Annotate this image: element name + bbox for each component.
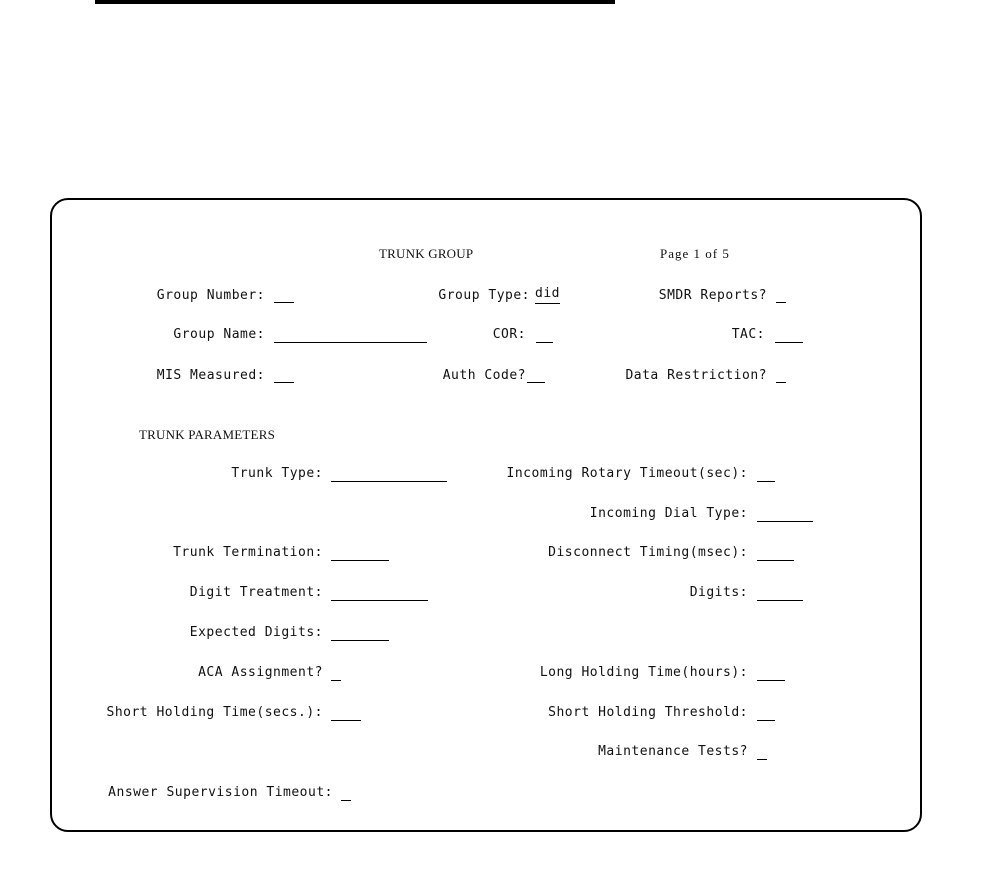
digits-label: Digits: bbox=[689, 585, 748, 600]
data-restriction-field[interactable] bbox=[776, 382, 786, 383]
expected-digits-field[interactable] bbox=[331, 640, 389, 641]
auth-code-label: Auth Code? bbox=[442, 368, 526, 383]
form-title: TRUNK GROUP bbox=[379, 246, 474, 261]
data-restriction-label: Data Restriction? bbox=[625, 368, 767, 383]
short-holding-threshold-field[interactable] bbox=[757, 720, 775, 721]
trunk-type-label: Trunk Type: bbox=[231, 466, 323, 481]
incoming-rotary-timeout-field[interactable] bbox=[757, 481, 775, 482]
top-divider-rule bbox=[95, 0, 615, 4]
short-holding-time-label: Short Holding Time(secs.): bbox=[106, 705, 323, 720]
disconnect-timing-field[interactable] bbox=[757, 560, 794, 561]
mis-measured-label: MIS Measured: bbox=[156, 368, 265, 383]
group-number-field[interactable] bbox=[274, 302, 294, 303]
group-type-label: Group Type: bbox=[438, 288, 530, 303]
group-name-label: Group Name: bbox=[173, 327, 265, 342]
disconnect-timing-label: Disconnect Timing(msec): bbox=[548, 545, 748, 560]
trunk-termination-field[interactable] bbox=[331, 560, 389, 561]
trunk-termination-label: Trunk Termination: bbox=[173, 545, 323, 560]
long-holding-time-label: Long Holding Time(hours): bbox=[539, 665, 748, 680]
aca-assignment-label: ACA Assignment? bbox=[198, 665, 323, 680]
page-indicator: Page 1 of 5 bbox=[660, 246, 730, 261]
tac-field[interactable] bbox=[775, 342, 803, 343]
group-name-field[interactable] bbox=[274, 342, 427, 343]
digits-field[interactable] bbox=[757, 600, 803, 601]
incoming-rotary-timeout-label: Incoming Rotary Timeout(sec): bbox=[506, 466, 748, 481]
incoming-dial-type-label: Incoming Dial Type: bbox=[589, 506, 748, 521]
answer-supervision-timeout-label: Answer Supervision Timeout: bbox=[108, 785, 333, 800]
auth-code-field[interactable] bbox=[527, 382, 545, 383]
aca-assignment-field[interactable] bbox=[331, 680, 341, 681]
smdr-reports-field[interactable] bbox=[776, 302, 786, 303]
smdr-reports-label: SMDR Reports? bbox=[658, 288, 767, 303]
short-holding-threshold-label: Short Holding Threshold: bbox=[548, 705, 748, 720]
mis-measured-field[interactable] bbox=[274, 382, 294, 383]
digit-treatment-field[interactable] bbox=[331, 600, 428, 601]
maintenance-tests-label: Maintenance Tests? bbox=[598, 744, 748, 759]
long-holding-time-field[interactable] bbox=[757, 680, 785, 681]
cor-field[interactable] bbox=[536, 342, 553, 343]
cor-label: COR: bbox=[492, 327, 526, 342]
trunk-parameters-heading: TRUNK PARAMETERS bbox=[139, 427, 275, 442]
incoming-dial-type-field[interactable] bbox=[757, 521, 813, 522]
digit-treatment-label: Digit Treatment: bbox=[189, 585, 323, 600]
maintenance-tests-field[interactable] bbox=[757, 759, 767, 760]
expected-digits-label: Expected Digits: bbox=[189, 625, 323, 640]
group-type-field[interactable]: did bbox=[535, 286, 560, 304]
short-holding-time-field[interactable] bbox=[331, 720, 361, 721]
group-number-label: Group Number: bbox=[156, 288, 265, 303]
trunk-type-field[interactable] bbox=[331, 481, 447, 482]
tac-label: TAC: bbox=[731, 327, 765, 342]
answer-supervision-timeout-field[interactable] bbox=[341, 800, 351, 801]
